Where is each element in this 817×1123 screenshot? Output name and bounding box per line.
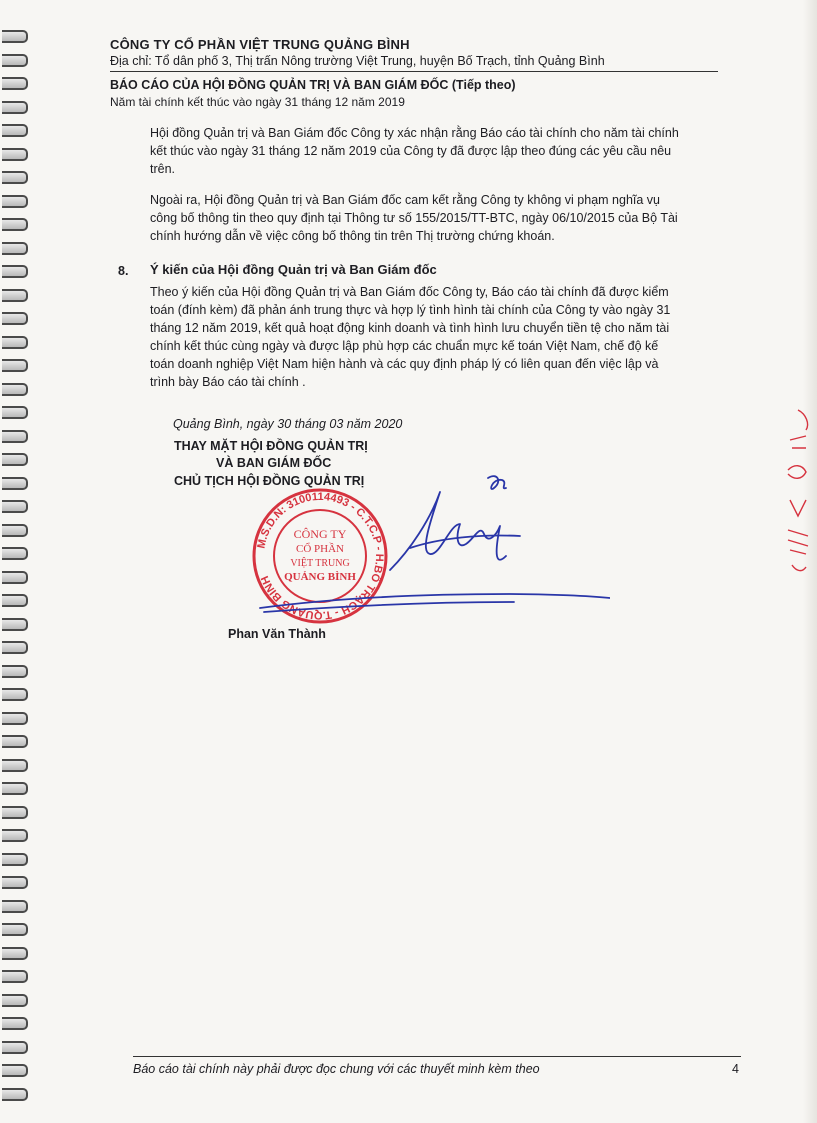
binding-ring bbox=[2, 500, 28, 513]
footer-divider bbox=[133, 1056, 741, 1057]
paragraph-line: tháng 12 năm 2019, kết quả hoạt động kinh doanh và tình hình lưu chuyển tiền tệ cho năm tài bbox=[150, 321, 670, 335]
paragraph-line: Theo ý kiến của Hội đồng Quản trị và Ban Giám đốc Công ty, Báo cáo tài chính đã được kiểm bbox=[150, 285, 669, 299]
binding-ring bbox=[2, 853, 28, 866]
commitment-paragraph bbox=[150, 191, 718, 245]
binding-ring bbox=[2, 712, 28, 725]
binding-ring bbox=[2, 195, 28, 208]
seal-center-line: CÔNG TY bbox=[293, 527, 347, 541]
binding-ring bbox=[2, 30, 28, 43]
seal-ring-text: M.S.D.N: 3100114493 - C.T.C.P - H.BỐ TRẠCH - T.QUẢNG BÌNH bbox=[255, 490, 386, 622]
confirmation-paragraph bbox=[150, 124, 718, 178]
paragraph-line: chính kết thúc cùng ngày và được lập phù hợp các chuẩn mực kế toán Việt Nam, chế độ kế bbox=[150, 339, 659, 353]
paragraph-line: kết thúc vào ngày 31 tháng 12 năm 2019 của Công ty đã được lập theo đúng các yêu cầu nêu bbox=[150, 144, 672, 158]
binding-ring bbox=[2, 876, 28, 889]
opinion-paragraph bbox=[150, 283, 718, 391]
binding-ring bbox=[2, 618, 28, 631]
binding-ring bbox=[2, 688, 28, 701]
binding-ring bbox=[2, 406, 28, 419]
binding-ring bbox=[2, 524, 28, 537]
binding-ring bbox=[2, 312, 28, 325]
signer-name: Phan Văn Thành bbox=[228, 627, 326, 641]
binding-ring bbox=[2, 970, 28, 983]
binding-ring bbox=[2, 1064, 28, 1077]
binding-ring bbox=[2, 641, 28, 654]
binding-ring bbox=[2, 242, 28, 255]
paragraph-line: toán (đính kèm) đã phản ánh trung thực và hợp lý tình hình tài chính của Công ty vào ngày 31 bbox=[150, 303, 671, 317]
binding-ring bbox=[2, 1088, 28, 1101]
handwritten-signature bbox=[250, 470, 610, 620]
company-name: CÔNG TY CỔ PHẦN VIỆT TRUNG QUẢNG BÌNH bbox=[110, 37, 410, 52]
binding-ring bbox=[2, 782, 28, 795]
binding-ring bbox=[2, 124, 28, 137]
paragraph-line: Ngoài ra, Hội đồng Quản trị và Ban Giám đốc cam kết rằng Công ty không vi phạm nghĩa vụ bbox=[150, 193, 660, 207]
binding-ring bbox=[2, 54, 28, 67]
signature-title-line3: CHỦ TỊCH HỘI ĐỒNG QUẢN TRỊ bbox=[174, 474, 365, 488]
binding-ring bbox=[2, 759, 28, 772]
signature-title-line2: VÀ BAN GIÁM ĐỐC bbox=[216, 456, 332, 470]
binding-ring bbox=[2, 1017, 28, 1030]
binding-ring bbox=[2, 1041, 28, 1054]
report-title: BÁO CÁO CỦA HỘI ĐỒNG QUẢN TRỊ VÀ BAN GIÁM ĐỐC (Tiếp theo) bbox=[110, 78, 516, 92]
binding-ring bbox=[2, 947, 28, 960]
binding-ring bbox=[2, 265, 28, 278]
paragraph-line: toán doanh nghiệp Việt Nam hiện hành và các quy định pháp lý có liên quan đến việc lập và bbox=[150, 357, 659, 371]
paragraph-line: Hội đồng Quản trị và Ban Giám đốc Công ty xác nhận rằng Báo cáo tài chính cho năm tài chính bbox=[150, 126, 679, 140]
paragraph-line: chính hướng dẫn về việc công bố thông tin trên Thị trường chứng khoán. bbox=[150, 229, 555, 243]
header-divider bbox=[110, 71, 718, 72]
binding-ring bbox=[2, 923, 28, 936]
spiral-binding bbox=[0, 0, 40, 1123]
paragraph-line: công bố thông tin theo quy định tại Thông tư số 155/2015/TT-BTC, ngày 06/10/2015 của Bộ Tài bbox=[150, 211, 678, 225]
binding-ring bbox=[2, 289, 28, 302]
binding-ring bbox=[2, 218, 28, 231]
paragraph-line: trình bày Báo cáo tài chính . bbox=[150, 375, 306, 389]
company-address: Địa chỉ: Tổ dân phố 3, Thị trấn Nông trường Việt Trung, huyện Bố Trạch, tỉnh Quảng Bình bbox=[110, 54, 605, 68]
binding-ring bbox=[2, 477, 28, 490]
binding-ring bbox=[2, 171, 28, 184]
binding-ring bbox=[2, 735, 28, 748]
paragraph-line: trên. bbox=[150, 162, 176, 176]
seal-center-line: VIỆT TRUNG bbox=[290, 558, 350, 569]
place-and-date: Quảng Bình, ngày 30 tháng 03 năm 2020 bbox=[173, 417, 403, 431]
binding-ring bbox=[2, 547, 28, 560]
fiscal-year: Năm tài chính kết thúc vào ngày 31 tháng 12 năm 2019 bbox=[110, 95, 405, 109]
binding-ring bbox=[2, 594, 28, 607]
signature-title-line1: THAY MẶT HỘI ĐỒNG QUẢN TRỊ bbox=[174, 439, 368, 453]
section-title: Ý kiến của Hội đồng Quản trị và Ban Giám đốc bbox=[150, 262, 437, 277]
page-number: 4 bbox=[732, 1062, 739, 1076]
binding-ring bbox=[2, 665, 28, 678]
binding-ring bbox=[2, 359, 28, 372]
binding-ring bbox=[2, 829, 28, 842]
binding-ring bbox=[2, 571, 28, 584]
binding-ring bbox=[2, 148, 28, 161]
footer-note: Báo cáo tài chính này phải được đọc chung với các thuyết minh kèm theo bbox=[133, 1062, 540, 1076]
binding-ring bbox=[2, 994, 28, 1007]
seal-center-line: QUẢNG BÌNH bbox=[284, 571, 356, 583]
seal-center-line: CỔ PHẦN bbox=[296, 543, 344, 555]
binding-ring bbox=[2, 430, 28, 443]
binding-ring bbox=[2, 383, 28, 396]
section-number: 8. bbox=[118, 264, 129, 278]
margin-seal-mark bbox=[778, 400, 817, 590]
binding-ring bbox=[2, 77, 28, 90]
binding-ring bbox=[2, 453, 28, 466]
binding-ring bbox=[2, 336, 28, 349]
binding-ring bbox=[2, 900, 28, 913]
binding-ring bbox=[2, 806, 28, 819]
binding-ring bbox=[2, 101, 28, 114]
